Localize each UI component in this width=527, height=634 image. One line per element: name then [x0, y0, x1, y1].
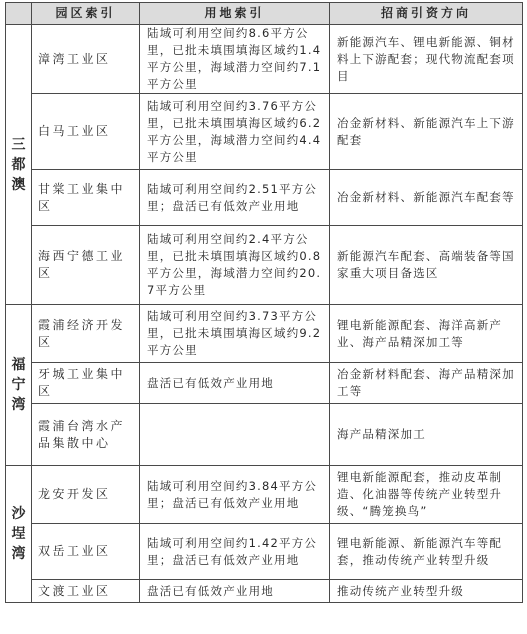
table-row	[6, 404, 523, 466]
park-name-cell: 龙安开发区	[32, 466, 140, 524]
region-name: 三都澳	[11, 136, 26, 193]
region-cell-shachengwan	[6, 466, 32, 603]
park-name-cell: 霞浦经济开发区	[32, 305, 140, 363]
direction-cell: 冶金新材料配套、海产品精深加工等	[330, 363, 523, 404]
table-row	[6, 94, 523, 170]
direction-cell: 冶金新材料、新能源汽车上下游配套	[330, 94, 523, 170]
header-land-index: 用地索引	[140, 3, 330, 25]
table-row	[6, 466, 523, 524]
park-name-cell: 霞浦台湾水产品集散中心	[32, 404, 140, 466]
table-header-row	[6, 3, 523, 25]
direction-cell: 锂电新能源配套、海洋高新产业、海产品精深加工等	[330, 305, 523, 363]
direction-cell: 新能源汽车、锂电新能源、铜材料上下游配套；现代物流配套项目	[330, 25, 523, 94]
direction-cell: 锂电新能源、新能源汽车等配套，推动传统产业转型升级	[330, 524, 523, 580]
header-investment-direction: 招商引资方向	[330, 3, 523, 25]
region-name: 沙埕湾	[11, 506, 26, 562]
land-index-cell: 陆域可利用空间约2.51平方公里；盘活已有低效产业用地	[140, 170, 330, 226]
park-name-cell: 双岳工业区	[32, 524, 140, 580]
land-index-cell	[140, 404, 330, 466]
direction-cell: 冶金新材料、新能源汽车配套等	[330, 170, 523, 226]
table-row	[6, 305, 523, 363]
land-index-cell: 盘活已有低效产业用地	[140, 580, 330, 603]
land-index-cell: 盘活已有低效产业用地	[140, 363, 330, 404]
direction-cell: 推动传统产业转型升级	[330, 580, 523, 603]
park-name-cell: 文渡工业区	[32, 580, 140, 603]
table-row	[6, 524, 523, 580]
park-name-cell: 漳湾工业区	[32, 25, 140, 94]
table-row	[6, 363, 523, 404]
land-index-cell: 陆域可利用空间约8.6平方公里，已批未填围填海区域约1.4平方公里，海域潜力空间约7.1平方公里	[140, 25, 330, 94]
table-row	[6, 25, 523, 94]
region-cell-funingwan	[6, 305, 32, 466]
land-index-cell: 陆域可利用空间约3.76平方公里，已批未填围填海区域约6.2平方公里，海域潜力空间约4.4平方公里	[140, 94, 330, 170]
table-row	[6, 170, 523, 226]
table-row	[6, 580, 523, 603]
header-blank-cell	[6, 3, 32, 25]
park-name-cell: 甘棠工业集中区	[32, 170, 140, 226]
header-park-index: 园区索引	[32, 3, 140, 25]
region-cell-sanduao	[6, 25, 32, 305]
land-index-cell: 陆域可利用空间约3.84平方公里；盘活已有低效产业用地	[140, 466, 330, 524]
park-name-cell: 海西宁德工业区	[32, 226, 140, 305]
park-index-table	[5, 2, 523, 603]
region-name: 福宁湾	[11, 357, 26, 413]
land-index-cell: 陆域可利用空间约3.73平方公里，已批未填围填海区域约9.2平方公里	[140, 305, 330, 363]
land-index-cell: 陆域可利用空间约2.4平方公里，已批未填围填海区域约0.8平方公里，海域潜力空间约20.7平方公里	[140, 226, 330, 305]
direction-cell: 新能源汽车配套、高端装备等国家重大项目备选区	[330, 226, 523, 305]
land-index-cell: 陆域可利用空间约1.42平方公里；盘活已有低效产业用地	[140, 524, 330, 580]
direction-cell: 海产品精深加工	[330, 404, 523, 466]
park-name-cell: 白马工业区	[32, 94, 140, 170]
table-row	[6, 226, 523, 305]
direction-cell: 锂电新能源配套，推动皮革制造、化油器等传统产业转型升级、“腾笼换鸟”	[330, 466, 523, 524]
park-name-cell: 牙城工业集中区	[32, 363, 140, 404]
